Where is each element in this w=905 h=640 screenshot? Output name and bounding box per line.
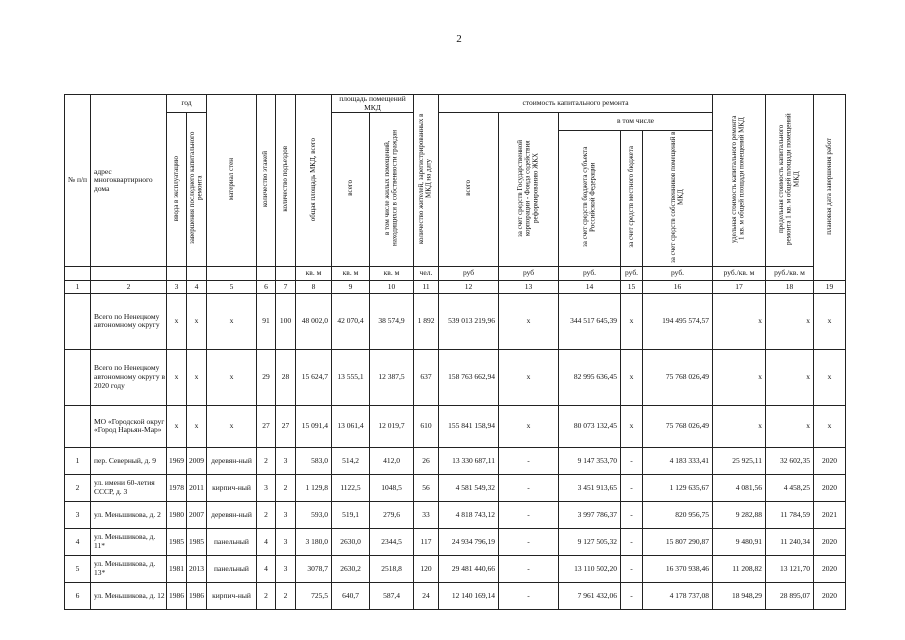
table-cell: 13 110 502,20	[559, 555, 621, 582]
table-cell: x	[187, 405, 207, 447]
table-row	[65, 349, 846, 405]
unit-cell: руб.	[643, 266, 713, 280]
table-cell: 2344,5	[370, 528, 414, 555]
column-number-cell: 4	[187, 280, 207, 293]
header-cost-fund: за счет средств Государственной корпорации - Фонда содействия реформированию ЖКХ	[499, 113, 559, 267]
table-row	[65, 528, 846, 555]
table-cell: 3 180,0	[296, 528, 332, 555]
table-cell: 27	[257, 405, 276, 447]
table-cell: 11 208,82	[713, 555, 766, 582]
capital-repair-table	[64, 94, 846, 610]
table-cell: 610	[414, 405, 439, 447]
table-cell: 13 061,4	[332, 405, 370, 447]
table-cell: 1978	[167, 474, 187, 501]
table-cell: 12 019,7	[370, 405, 414, 447]
column-number-cell: 6	[257, 280, 276, 293]
table-cell: 155 841 158,94	[439, 405, 499, 447]
table-cell: 2011	[187, 474, 207, 501]
table-cell: 9 127 505,32	[559, 528, 621, 555]
table-cell: 2020	[814, 474, 846, 501]
table-cell: -	[499, 582, 559, 609]
table-cell: x	[167, 349, 187, 405]
table-cell: ул. Меньшикова, д. 13*	[91, 555, 167, 582]
table-row	[65, 474, 846, 501]
table-cell: x	[713, 405, 766, 447]
column-number-cell: 7	[276, 280, 296, 293]
table-cell: 48 002,0	[296, 293, 332, 349]
table-cell: 75 768 026,49	[643, 349, 713, 405]
table-cell: 2009	[187, 447, 207, 474]
table-cell: 583,0	[296, 447, 332, 474]
table-cell: 725,5	[296, 582, 332, 609]
table-cell: 1985	[167, 528, 187, 555]
table-cell: 3078,7	[296, 555, 332, 582]
table-cell: 519,1	[332, 501, 370, 528]
table-cell: 15 807 290,87	[643, 528, 713, 555]
header-premises-citizens: в том числе жилых помещений, находящихся в собственности граждан	[370, 113, 414, 267]
table-cell: 1981	[167, 555, 187, 582]
table-cell: 9 282,88	[713, 501, 766, 528]
table-cell: 4 818 743,12	[439, 501, 499, 528]
column-number-cell: 9	[332, 280, 370, 293]
table-cell: -	[499, 501, 559, 528]
table-cell: 3 451 913,65	[559, 474, 621, 501]
table-cell: 1969	[167, 447, 187, 474]
table-cell: -	[499, 474, 559, 501]
table-cell: -	[621, 501, 643, 528]
header-residents: количество жителей, зарегистрированных в МКД на дату	[414, 95, 439, 267]
table-cell: 2021	[814, 501, 846, 528]
table-cell: 3	[276, 501, 296, 528]
header-cost-total: всего	[439, 113, 499, 267]
table-cell: 18 948,29	[713, 582, 766, 609]
table-cell: 4	[257, 528, 276, 555]
column-number-row	[65, 280, 846, 293]
table-row	[65, 405, 846, 447]
table-cell: 13 330 687,11	[439, 447, 499, 474]
table-cell: 2630,2	[332, 555, 370, 582]
units-blank	[187, 266, 207, 280]
table-cell: 75 768 026,49	[643, 405, 713, 447]
units-blank	[276, 266, 296, 280]
header-cost-owners: за счет средств собственников помещений в МКД	[643, 131, 713, 267]
table-cell: 15 624,7	[296, 349, 332, 405]
table-cell: 28 895,07	[766, 582, 814, 609]
units-blank	[207, 266, 257, 280]
table-cell: x	[167, 293, 187, 349]
table-cell: 82 995 636,45	[559, 349, 621, 405]
table-cell: -	[621, 474, 643, 501]
table-cell: 28	[276, 349, 296, 405]
header-address: адрес многоквартирного дома	[91, 95, 167, 267]
table-cell: 25 925,11	[713, 447, 766, 474]
table-cell: деревян-ный	[207, 501, 257, 528]
unit-cell: чел.	[414, 266, 439, 280]
header-wall-material: материал стен	[207, 95, 257, 267]
table-cell: 2020	[814, 582, 846, 609]
table-cell: 1	[65, 447, 91, 474]
table-cell: 2020	[814, 528, 846, 555]
table-cell: 7 961 432,06	[559, 582, 621, 609]
table-cell: МО «Городской округ «Город Нарьян-Мар»	[91, 405, 167, 447]
table-cell: 1985	[187, 528, 207, 555]
table-cell: x	[814, 349, 846, 405]
table-cell: 6	[65, 582, 91, 609]
column-number-cell: 10	[370, 280, 414, 293]
unit-cell: руб	[439, 266, 499, 280]
table-cell: 1 129,8	[296, 474, 332, 501]
table-cell: 2	[65, 474, 91, 501]
column-number-cell: 11	[414, 280, 439, 293]
header-premises-group: площадь помещений МКД	[332, 95, 414, 113]
table-cell: 539 013 219,96	[439, 293, 499, 349]
table-cell: 3 997 786,37	[559, 501, 621, 528]
header-year-commission: ввода в эксплуатацию	[167, 113, 187, 267]
units-blank	[257, 266, 276, 280]
table-cell: x	[621, 349, 643, 405]
table-cell: 9 147 353,70	[559, 447, 621, 474]
column-number-cell: 14	[559, 280, 621, 293]
table-cell: 1980	[167, 501, 187, 528]
table-cell: 1986	[187, 582, 207, 609]
table-cell: x	[766, 349, 814, 405]
table-cell: 593,0	[296, 501, 332, 528]
unit-cell: руб./кв. м	[766, 266, 814, 280]
table-cell: x	[187, 293, 207, 349]
table-cell: 3	[65, 501, 91, 528]
table-cell: 29	[257, 349, 276, 405]
unit-cell: кв. м	[296, 266, 332, 280]
table-cell: 2020	[814, 447, 846, 474]
table-cell: 12 387,5	[370, 349, 414, 405]
table-cell: 16 370 938,46	[643, 555, 713, 582]
table-cell: кирпич-ный	[207, 474, 257, 501]
table-cell: 4 458,25	[766, 474, 814, 501]
table-cell: ул. Меньшикова, д. 11*	[91, 528, 167, 555]
table-cell: -	[499, 447, 559, 474]
table-cell: x	[814, 293, 846, 349]
table-cell: 32 602,35	[766, 447, 814, 474]
column-number-cell: 17	[713, 280, 766, 293]
table-cell	[65, 349, 91, 405]
table-cell: 117	[414, 528, 439, 555]
table-cell: 820 956,75	[643, 501, 713, 528]
table-cell: 587,4	[370, 582, 414, 609]
table-cell: Всего по Ненецкому автономному округу	[91, 293, 167, 349]
table-cell: -	[621, 555, 643, 582]
table-cell: 4	[257, 555, 276, 582]
table-cell: 56	[414, 474, 439, 501]
table-cell: 514,2	[332, 447, 370, 474]
unit-cell: руб.	[621, 266, 643, 280]
header-year-last-repair: завершения последнего капитального ремонта	[187, 113, 207, 267]
unit-cell: руб	[499, 266, 559, 280]
column-number-cell: 15	[621, 280, 643, 293]
column-number-cell: 18	[766, 280, 814, 293]
table-cell: 2	[257, 501, 276, 528]
header-total-area: общая площадь МКД, всего	[296, 95, 332, 267]
table-cell: 2630,0	[332, 528, 370, 555]
table-cell: деревян-ный	[207, 447, 257, 474]
header-cost-local: за счет средств местного бюджета	[621, 131, 643, 267]
table-cell: 100	[276, 293, 296, 349]
table-cell: 11 784,59	[766, 501, 814, 528]
column-number-cell: 12	[439, 280, 499, 293]
units-blank	[91, 266, 167, 280]
table-cell: 29 481 440,66	[439, 555, 499, 582]
table-row	[65, 582, 846, 609]
header-no: № п/п	[65, 95, 91, 267]
header-incl-group: в том числе	[559, 113, 713, 131]
table-cell: 80 073 132,45	[559, 405, 621, 447]
table-cell: 158 763 662,94	[439, 349, 499, 405]
table-cell: x	[207, 349, 257, 405]
table-cell: 33	[414, 501, 439, 528]
table-cell: 1986	[167, 582, 187, 609]
table-cell: x	[713, 349, 766, 405]
table-cell: 2	[276, 474, 296, 501]
table-cell: 3	[276, 447, 296, 474]
table-cell: x	[814, 405, 846, 447]
table-cell: панельный	[207, 555, 257, 582]
table-cell	[65, 293, 91, 349]
unit-cell: руб./кв. м	[713, 266, 766, 280]
table-cell: x	[713, 293, 766, 349]
table-cell: x	[621, 405, 643, 447]
table-cell: x	[766, 405, 814, 447]
table-cell: 4 178 737,08	[643, 582, 713, 609]
table-cell: x	[621, 293, 643, 349]
table-cell: 4 081,56	[713, 474, 766, 501]
table-cell: ул. имени 60-летия СССР, д. 3	[91, 474, 167, 501]
table-cell: 2518,8	[370, 555, 414, 582]
table-cell: 42 070,4	[332, 293, 370, 349]
table-row	[65, 447, 846, 474]
table-cell: -	[499, 555, 559, 582]
table-cell: 4 581 549,32	[439, 474, 499, 501]
table-cell: 279,6	[370, 501, 414, 528]
table-cell: 24	[414, 582, 439, 609]
column-number-cell: 19	[814, 280, 846, 293]
table-cell: 4 183 333,41	[643, 447, 713, 474]
table-row	[65, 555, 846, 582]
table-cell: 2	[257, 447, 276, 474]
table-cell: x	[499, 349, 559, 405]
column-number-cell: 5	[207, 280, 257, 293]
table-cell: 1122,5	[332, 474, 370, 501]
table-cell: Всего по Ненецкому автономному округу в 2020 году	[91, 349, 167, 405]
header-max-cost: предельная стоимость капитального ремонта 1 кв. м общей площади помещений МКД	[766, 95, 814, 267]
table-cell: ул. Меньшикова, д. 2	[91, 501, 167, 528]
table-cell: 344 517 645,39	[559, 293, 621, 349]
units-blank	[65, 266, 91, 280]
column-number-cell: 13	[499, 280, 559, 293]
table-cell: 13 121,70	[766, 555, 814, 582]
table-cell: 2	[257, 582, 276, 609]
table-cell: панельный	[207, 528, 257, 555]
unit-cell: кв. м	[370, 266, 414, 280]
column-number-cell: 2	[91, 280, 167, 293]
table-cell: 194 495 574,57	[643, 293, 713, 349]
table-cell: 2020	[814, 555, 846, 582]
header-year-group: год	[167, 95, 207, 113]
table-cell: 120	[414, 555, 439, 582]
table-cell: 5	[65, 555, 91, 582]
table-cell: x	[766, 293, 814, 349]
column-number-cell: 1	[65, 280, 91, 293]
table-cell: x	[187, 349, 207, 405]
table-cell: 3	[276, 528, 296, 555]
table-cell: 3	[257, 474, 276, 501]
table-cell: 3	[276, 555, 296, 582]
header-entrances: количество подъездов	[276, 95, 296, 267]
header-cost-group: стоимость капитального ремонта	[439, 95, 713, 113]
header-floors: количество этажей	[257, 95, 276, 267]
table-cell: -	[621, 528, 643, 555]
column-number-cell: 8	[296, 280, 332, 293]
table-cell: 26	[414, 447, 439, 474]
table-cell: 13 555,1	[332, 349, 370, 405]
table-row	[65, 293, 846, 349]
table-cell: 1 129 635,67	[643, 474, 713, 501]
table-row	[65, 501, 846, 528]
table-cell: 15 091,4	[296, 405, 332, 447]
table-cell: -	[499, 528, 559, 555]
table-cell: 2	[276, 582, 296, 609]
table-cell: x	[499, 293, 559, 349]
table-cell: 91	[257, 293, 276, 349]
units-blank	[167, 266, 187, 280]
table-cell: x	[167, 405, 187, 447]
table-cell: 4	[65, 528, 91, 555]
table-cell: x	[207, 293, 257, 349]
table-cell: 12 140 169,14	[439, 582, 499, 609]
unit-cell: кв. м	[332, 266, 370, 280]
table-cell: ул. Меньшикова, д. 12	[91, 582, 167, 609]
table-cell: x	[499, 405, 559, 447]
column-number-cell: 16	[643, 280, 713, 293]
header-premises-total: всего	[332, 113, 370, 267]
table-cell	[65, 405, 91, 447]
table-cell: 9 480,91	[713, 528, 766, 555]
table-cell: 2007	[187, 501, 207, 528]
header-specific-cost: удельная стоимость капитального ремонта 1 кв. м общей площади помещений МКД	[713, 95, 766, 267]
table-cell: 11 240,34	[766, 528, 814, 555]
table-cell: 640,7	[332, 582, 370, 609]
header-cost-region: за счет средств бюджета субъекта Российской Федерации	[559, 131, 621, 267]
table-cell: 1 892	[414, 293, 439, 349]
header-plan-date: плановая дата завершения работ	[814, 95, 846, 281]
table-cell: 637	[414, 349, 439, 405]
table-cell: -	[621, 582, 643, 609]
table-cell: 38 574,9	[370, 293, 414, 349]
table-cell: -	[621, 447, 643, 474]
unit-cell: руб.	[559, 266, 621, 280]
table-cell: пер. Северный, д. 9	[91, 447, 167, 474]
table-cell: 1048,5	[370, 474, 414, 501]
table-cell: 412,0	[370, 447, 414, 474]
column-number-cell: 3	[167, 280, 187, 293]
page-number: 2	[456, 33, 462, 45]
table-cell: x	[207, 405, 257, 447]
table-cell: 2013	[187, 555, 207, 582]
table-cell: кирпич-ный	[207, 582, 257, 609]
table-cell: 27	[276, 405, 296, 447]
table-cell: 24 934 796,19	[439, 528, 499, 555]
